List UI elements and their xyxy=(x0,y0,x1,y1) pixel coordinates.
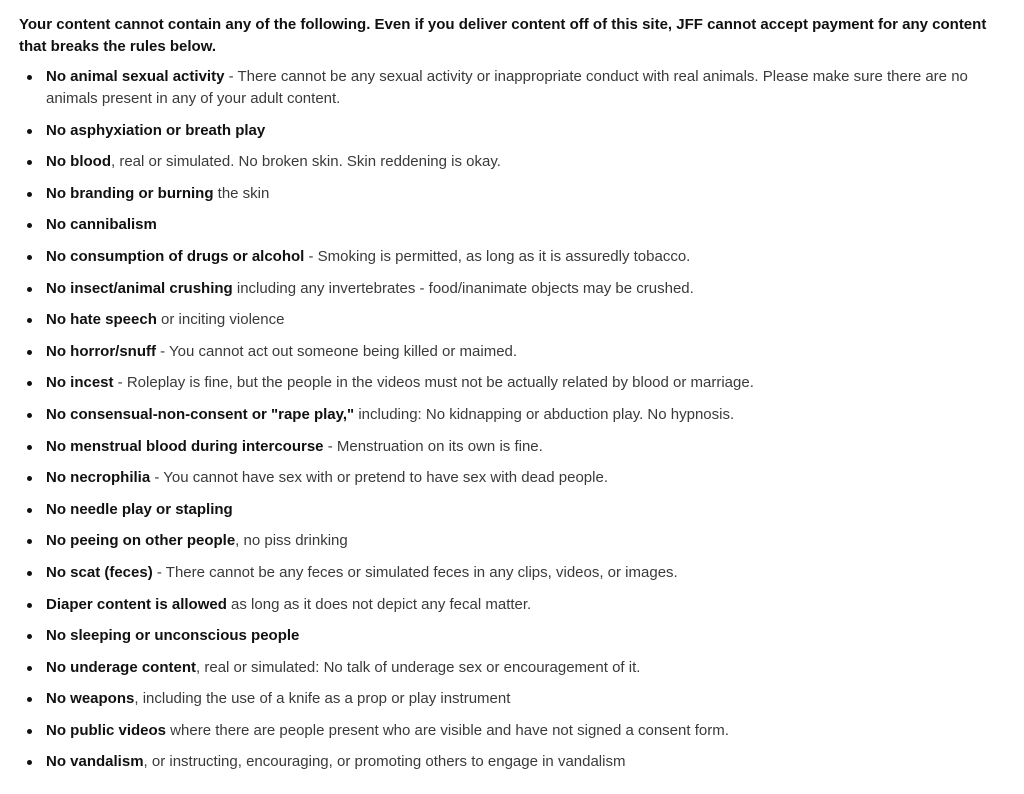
list-item xyxy=(19,151,1016,173)
rule-detail: or inciting violence xyxy=(156,311,285,329)
rule-detail: the skin xyxy=(213,184,270,202)
rule-detail: , including the use of a knife as a prop or play instrument xyxy=(134,690,511,708)
list-item xyxy=(19,436,1016,458)
rule-title: No horror/snuff xyxy=(46,342,156,360)
list-item xyxy=(19,530,1016,552)
rule-title: No consumption of drugs or alcohol xyxy=(46,247,305,265)
list-item xyxy=(19,499,1016,521)
rule-title: No scat (feces) xyxy=(46,563,153,581)
list-item xyxy=(19,66,1016,110)
list-item xyxy=(19,183,1016,205)
list-item xyxy=(19,594,1016,616)
rule-detail: including: No kidnapping or abduction play. No hypnosis. xyxy=(354,405,735,423)
list-item xyxy=(19,562,1016,584)
list-item xyxy=(19,120,1016,142)
rule-title: No menstrual blood during intercourse xyxy=(46,437,324,455)
rule-title: No animal sexual activity xyxy=(46,68,225,85)
list-item xyxy=(19,341,1016,363)
rule-title: No sleeping or unconscious people xyxy=(46,627,300,645)
list-item xyxy=(19,467,1016,489)
list-item xyxy=(19,309,1016,331)
list-item xyxy=(19,751,1016,773)
rule-detail: , real or simulated. No broken skin. Skin reddening is okay. xyxy=(110,153,501,171)
rule-title: No vandalism xyxy=(46,753,144,771)
list-item xyxy=(19,625,1016,647)
rules-list xyxy=(19,66,1016,773)
list-item xyxy=(19,372,1016,394)
rule-title: No hate speech xyxy=(46,311,157,329)
list-item xyxy=(19,214,1016,236)
rule-detail: - There cannot be any sexual activity or inappropriate conduct with real animals. Please make sure there are no animals present in any of your adult content. xyxy=(46,68,968,107)
rule-title: No underage content xyxy=(46,658,197,676)
rule-title: No branding or burning xyxy=(46,184,214,202)
rule-title: No blood xyxy=(46,153,111,171)
list-item xyxy=(19,657,1016,679)
rule-title: Diaper content is allowed xyxy=(46,595,227,613)
rules-intro: Your content cannot contain any of the following. Even if you deliver content off of this site, JFF cannot accept payment for any content that breaks the rules below. xyxy=(19,16,987,55)
rule-title: No consensual-non-consent or "rape play," xyxy=(46,405,355,423)
list-item xyxy=(19,404,1016,426)
rule-detail: - Smoking is permitted, as long as it is assuredly tobacco. xyxy=(304,247,691,265)
list-item xyxy=(19,278,1016,300)
rule-title: No insect/animal crushing xyxy=(46,279,233,297)
rule-title: No peeing on other people xyxy=(46,532,236,550)
rule-detail: where there are people present who are visible and have not signed a consent form. xyxy=(166,721,729,739)
rule-detail: - You cannot act out someone being killed or maimed. xyxy=(156,342,518,360)
rule-detail: including any invertebrates - food/inanimate objects may be crushed. xyxy=(232,279,694,297)
rule-detail: - There cannot be any feces or simulated feces in any clips, videos, or images. xyxy=(152,563,678,581)
list-item xyxy=(19,688,1016,710)
rule-title: No public videos xyxy=(46,721,167,739)
rule-detail: , no piss drinking xyxy=(235,532,348,550)
rule-detail: - You cannot have sex with or pretend to have sex with dead people. xyxy=(150,469,608,487)
rule-title: No incest xyxy=(46,374,114,392)
rule-detail: , or instructing, encouraging, or promoting others to engage in vandalism xyxy=(143,753,626,771)
rule-title: No needle play or stapling xyxy=(46,500,233,518)
rule-title: No asphyxiation or breath play xyxy=(46,121,266,139)
rule-detail: - Menstruation on its own is fine. xyxy=(323,437,543,455)
rule-title: No cannibalism xyxy=(46,216,157,234)
rule-detail: , real or simulated: No talk of underage sex or encouragement of it. xyxy=(196,658,641,676)
list-item xyxy=(19,720,1016,742)
rule-detail: as long as it does not depict any fecal matter. xyxy=(226,595,532,613)
rule-detail: - Roleplay is fine, but the people in the videos must not be actually related by blood or marriage. xyxy=(113,374,754,392)
rule-title: No weapons xyxy=(46,690,135,708)
rule-title: No necrophilia xyxy=(46,469,151,487)
list-item xyxy=(19,246,1016,268)
